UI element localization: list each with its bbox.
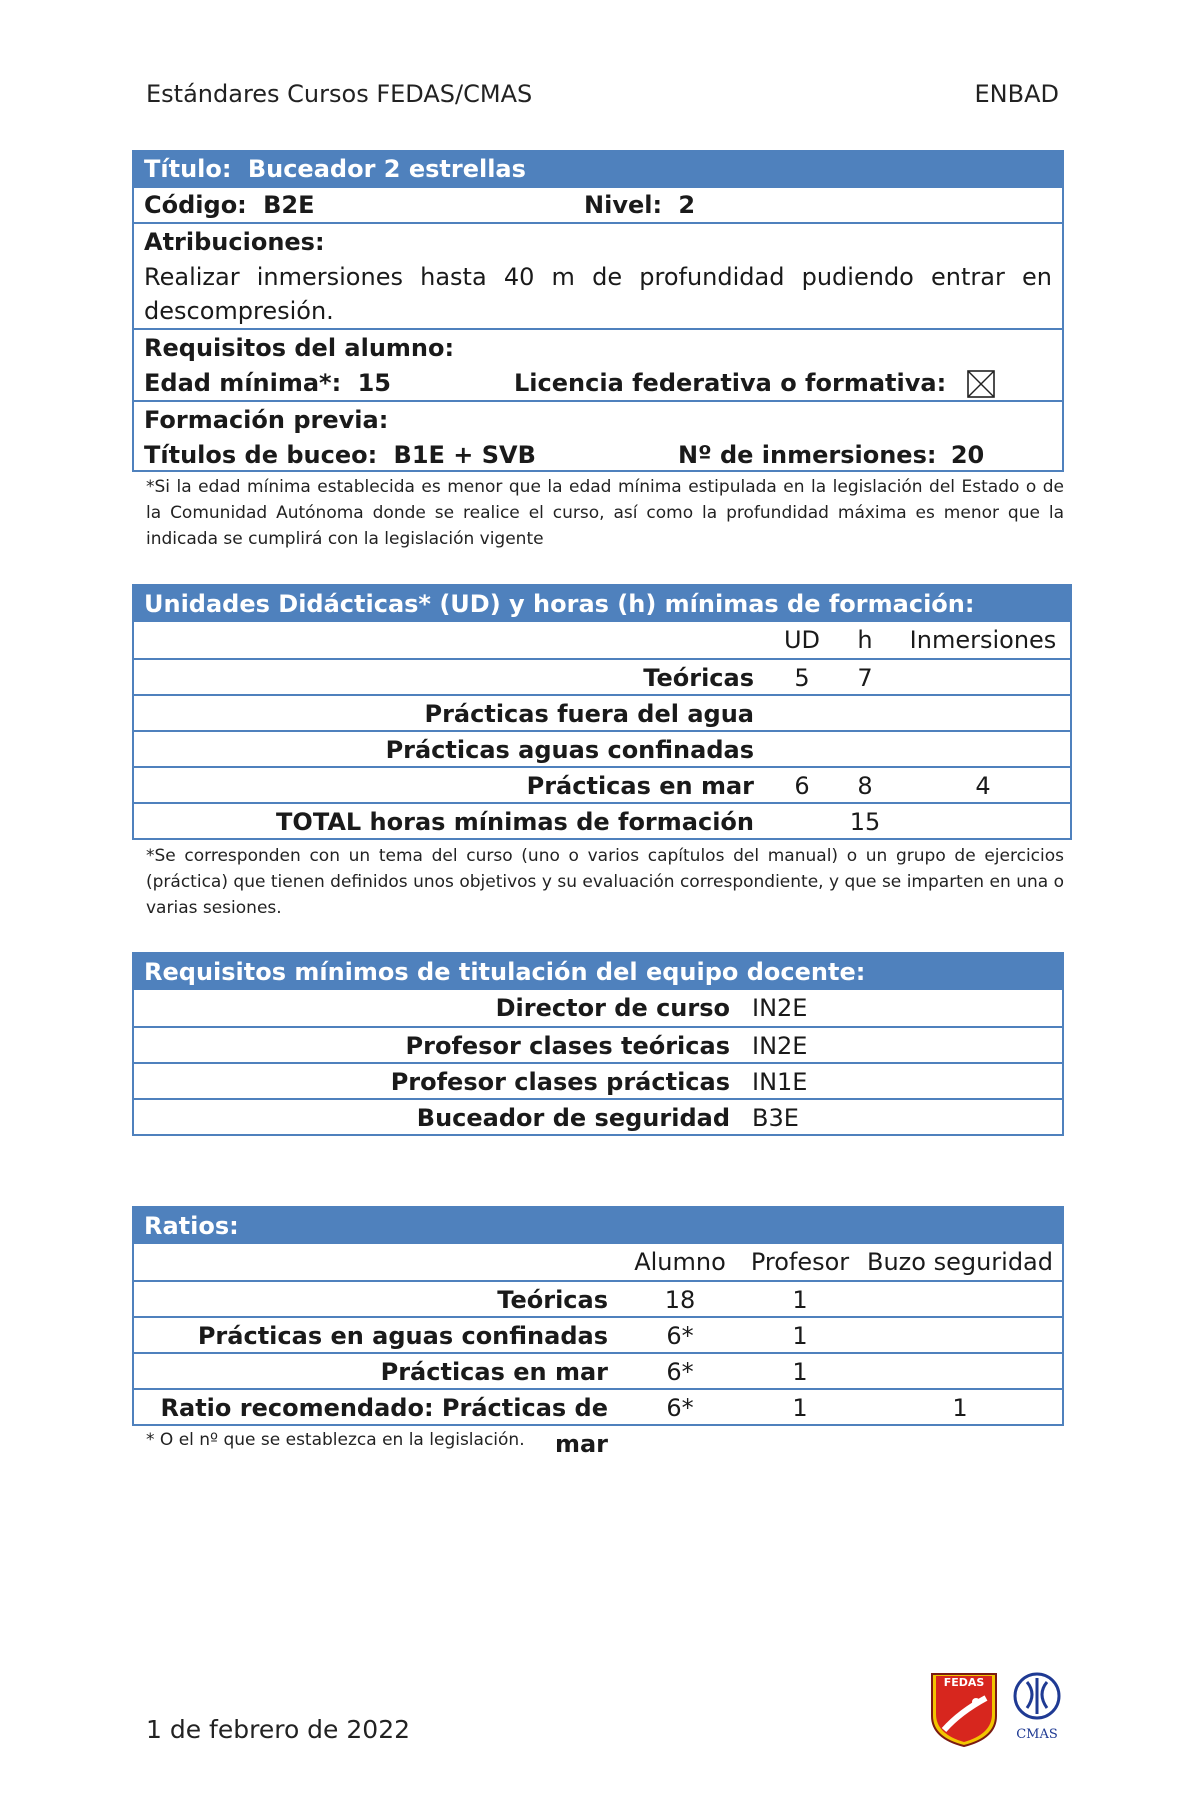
ratios-row-student: 6* bbox=[666, 1394, 694, 1422]
attributions-row bbox=[134, 222, 1062, 328]
staff-role: Buceador de seguridad bbox=[416, 1104, 730, 1132]
units-row-h: 7 bbox=[857, 664, 873, 692]
level-label: Nivel: bbox=[584, 191, 663, 219]
units-row bbox=[134, 658, 1070, 694]
ratios-row-student: 18 bbox=[664, 1286, 696, 1314]
ratios-row-teacher: 1 bbox=[792, 1286, 808, 1314]
ratios-row-label: Ratio recomendado: Prácticas de mar bbox=[160, 1394, 608, 1458]
units-row-dives: 4 bbox=[975, 772, 991, 800]
units-row-h: 8 bbox=[857, 772, 873, 800]
units-header-h: h bbox=[857, 626, 873, 654]
course-info-box bbox=[132, 150, 1064, 472]
min-age-value: 15 bbox=[357, 369, 391, 397]
ratios-note: * O el nº que se establezca en la legislación. bbox=[146, 1430, 525, 1450]
dives-value: 20 bbox=[950, 441, 985, 469]
ratios-row-teacher: 1 bbox=[792, 1358, 808, 1386]
code-row bbox=[134, 186, 1062, 222]
staff-row bbox=[134, 990, 1062, 1026]
ratios-row bbox=[134, 1352, 1062, 1388]
cmas-logo bbox=[1010, 1668, 1064, 1752]
staff-row bbox=[134, 1026, 1062, 1062]
student-requirements-row bbox=[134, 328, 1062, 400]
staff-role: Profesor clases teóricas bbox=[405, 1032, 730, 1060]
header-code: ENBAD bbox=[974, 80, 1059, 108]
units-header-dives: Inmersiones bbox=[909, 626, 1057, 654]
units-total-h: 15 bbox=[849, 808, 881, 836]
ratios-row-student: 6* bbox=[666, 1322, 694, 1350]
units-title: Unidades Didácticas* (UD) y horas (h) mínimas de formación: bbox=[134, 586, 1070, 622]
units-row bbox=[134, 730, 1070, 766]
ratios-row-label: Prácticas en aguas confinadas bbox=[197, 1322, 608, 1350]
ratios-title: Ratios: bbox=[134, 1208, 1062, 1244]
ratios-row bbox=[134, 1280, 1062, 1316]
units-row-ud: 5 bbox=[794, 664, 810, 692]
level-value: 2 bbox=[678, 191, 696, 219]
title-value: Buceador 2 estrellas bbox=[247, 155, 526, 183]
staff-qualification: B3E bbox=[752, 1104, 799, 1132]
staff-table bbox=[132, 952, 1064, 1136]
checked-box-icon bbox=[967, 370, 995, 398]
units-row-label: Teóricas bbox=[643, 664, 754, 692]
ratios-header-row bbox=[134, 1244, 1062, 1280]
title-label: Título: bbox=[144, 155, 232, 183]
units-total-row bbox=[134, 802, 1070, 838]
code-value: B2E bbox=[263, 191, 315, 219]
ratios-row-safety: 1 bbox=[952, 1394, 968, 1422]
attributions-text: Realizar inmersiones hasta 40 m de profundidad pudiendo entrar en descompresión. bbox=[144, 263, 1052, 325]
staff-qualification: IN2E bbox=[752, 1032, 808, 1060]
staff-row bbox=[134, 1062, 1062, 1098]
cmas-logo-icon bbox=[1010, 1668, 1064, 1748]
dives-label: Nº de inmersiones: bbox=[678, 441, 937, 469]
ratios-row-label: Teóricas bbox=[497, 1286, 608, 1314]
header-title: Estándares Cursos FEDAS/CMAS bbox=[146, 80, 533, 108]
units-table bbox=[132, 584, 1072, 840]
ratios-header-safety: Buzo seguridad bbox=[866, 1248, 1053, 1276]
staff-row bbox=[134, 1098, 1062, 1134]
student-requirements-label: Requisitos del alumno: bbox=[144, 334, 455, 362]
prior-training-row bbox=[134, 400, 1062, 472]
code-label: Código: bbox=[144, 191, 247, 219]
ratios-header-teacher: Profesor bbox=[750, 1248, 850, 1276]
ratios-row-label: Prácticas en mar bbox=[380, 1358, 608, 1386]
min-age-label: Edad mínima*: bbox=[144, 369, 342, 397]
staff-qualification: IN1E bbox=[752, 1068, 808, 1096]
ratios-row bbox=[134, 1316, 1062, 1352]
units-row-label: Prácticas en mar bbox=[526, 772, 754, 800]
units-row-label: Prácticas fuera del agua bbox=[424, 700, 754, 728]
ratios-row-teacher: 1 bbox=[792, 1322, 808, 1350]
ratios-row-teacher: 1 bbox=[792, 1394, 808, 1422]
ratios-row-student: 6* bbox=[666, 1358, 694, 1386]
cmas-logo-text: CMAS bbox=[1016, 1727, 1058, 1742]
footer-date: 1 de febrero de 2022 bbox=[146, 1715, 411, 1744]
course-title-bar bbox=[134, 152, 1062, 186]
attributions-label: Atribuciones: bbox=[144, 228, 325, 256]
fedas-logo-text: FEDAS bbox=[943, 1676, 985, 1689]
dive-titles-value: B1E + SVB bbox=[393, 441, 536, 469]
license-label: Licencia federativa o formativa: bbox=[514, 369, 947, 397]
units-row bbox=[134, 766, 1070, 802]
staff-title: Requisitos mínimos de titulación del equipo docente: bbox=[134, 954, 1062, 990]
staff-qualification: IN2E bbox=[752, 994, 808, 1022]
units-total-label: TOTAL horas mínimas de formación bbox=[276, 808, 754, 836]
units-row-ud: 6 bbox=[794, 772, 810, 800]
units-note: *Se corresponden con un tema del curso (uno o varios capítulos del manual) o un grupo de ejercicios (práctica) que tienen definidos unos objetivos y su evaluación correspondiente, y que se imparten en una o varias sesiones. bbox=[146, 846, 1064, 918]
units-row-label: Prácticas aguas confinadas bbox=[385, 736, 754, 764]
staff-role: Director de curso bbox=[495, 994, 730, 1022]
units-header-ud: UD bbox=[783, 626, 821, 654]
prior-training-label: Formación previa: bbox=[144, 406, 389, 434]
units-header-row bbox=[134, 622, 1070, 658]
staff-role: Profesor clases prácticas bbox=[390, 1068, 730, 1096]
ratios-header-student: Alumno bbox=[634, 1248, 726, 1276]
units-row bbox=[134, 694, 1070, 730]
age-note: *Si la edad mínima establecida es menor que la edad mínima estipulada en la legislación del Estado o de la Comunidad Autónoma donde se realice el curso, así como la profundidad máxima es menor que la indicada se cumplirá con la legislación vigente bbox=[146, 477, 1064, 549]
dive-titles-label: Títulos de buceo: bbox=[144, 441, 378, 469]
